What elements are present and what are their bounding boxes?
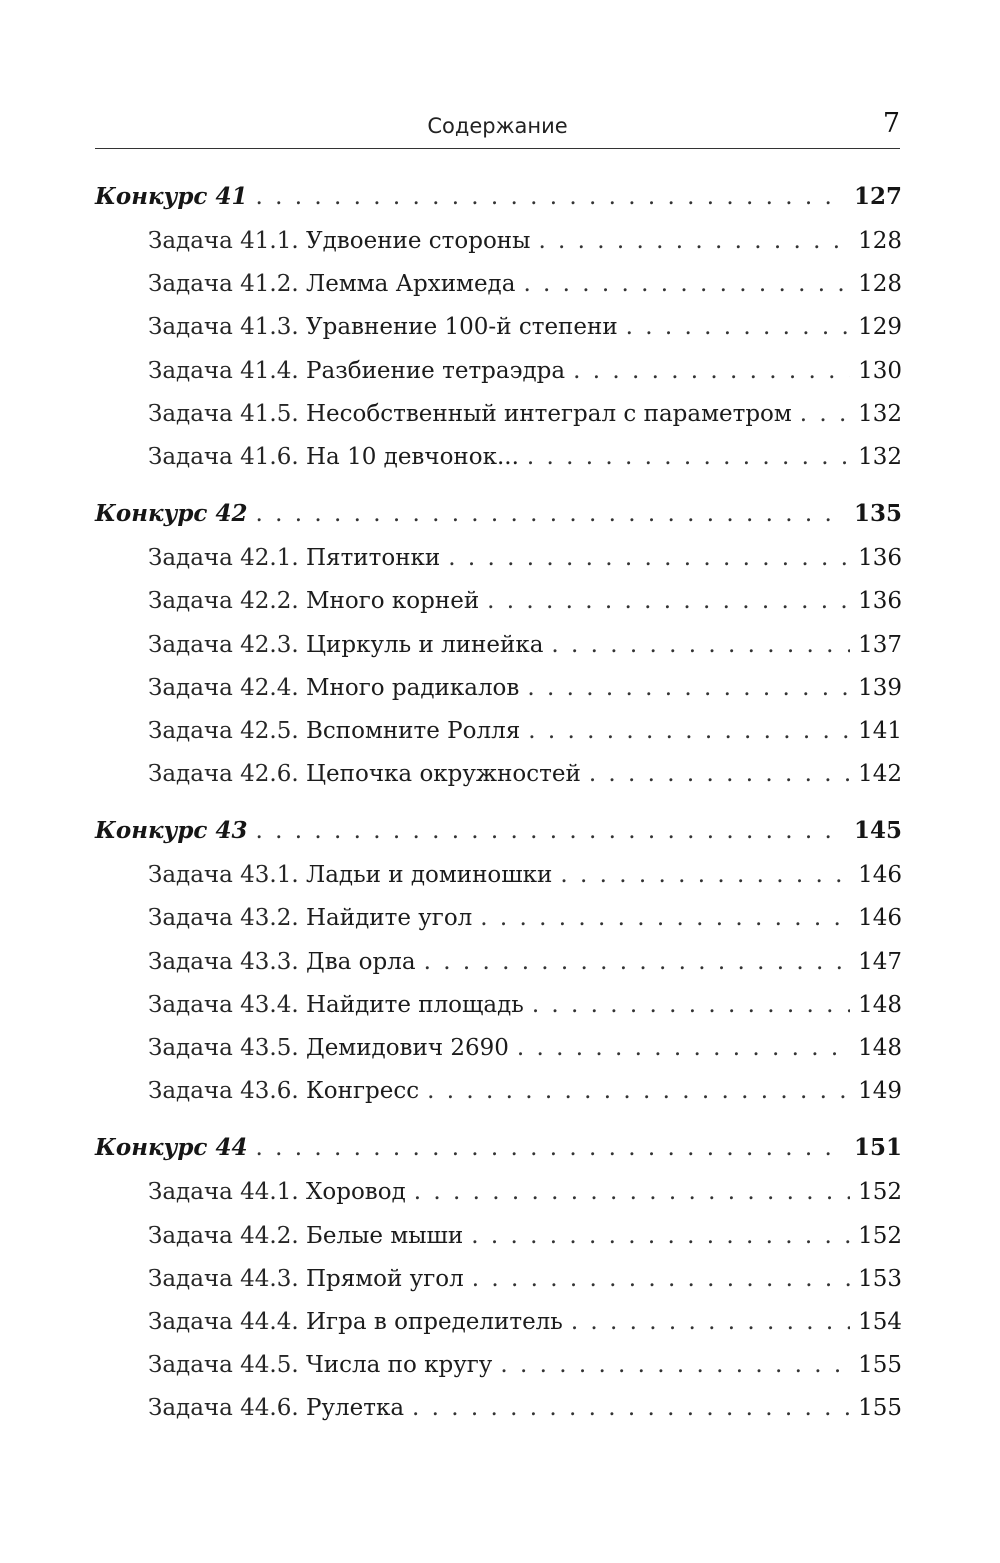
problem-entry[interactable]	[95, 1027, 902, 1070]
contest-title: Конкурс 43	[95, 817, 248, 845]
contest-title: Конкурс 41	[95, 183, 248, 210]
problem-number: Задача 42.3.	[148, 631, 299, 658]
problem-entry[interactable]	[95, 436, 902, 479]
contest-section	[95, 808, 902, 1113]
dot-leader	[560, 854, 850, 897]
problem-title: Много корней	[306, 588, 480, 615]
problem-title: Ладьи и доминошки	[306, 862, 553, 889]
problem-title: Демидович 2690	[306, 1035, 509, 1061]
contest-entry[interactable]	[95, 491, 902, 537]
dot-leader	[527, 667, 850, 710]
dot-leader	[412, 1387, 850, 1430]
problem-number: Задача 42.4.	[148, 674, 299, 701]
problem-number: Задача 42.5.	[148, 717, 299, 744]
problem-title: Несобственный интеграл с параметром	[306, 400, 792, 427]
contest-entry[interactable]	[95, 808, 902, 854]
problem-title: Игра в определитель	[306, 1308, 563, 1335]
problem-entry[interactable]	[95, 393, 902, 436]
problem-entry[interactable]	[95, 350, 902, 393]
problem-entry[interactable]	[95, 1171, 902, 1214]
problem-entry[interactable]	[95, 897, 902, 940]
problem-title: Вспомните Ролля	[306, 717, 521, 744]
problem-number: Задача 44.2.	[148, 1222, 299, 1249]
problem-title: Конгресс	[306, 1078, 420, 1105]
problem-entry[interactable]	[95, 1070, 902, 1113]
problem-entry[interactable]	[95, 984, 902, 1027]
problem-number: Задача 41.5.	[148, 400, 299, 427]
problem-title: Много радикалов	[306, 674, 520, 701]
problem-title: Разбиение тетраэдра	[306, 357, 566, 384]
page-number: 7	[882, 108, 900, 139]
problem-page: 152	[858, 1179, 902, 1206]
problem-page: 154	[858, 1308, 902, 1335]
problem-entry[interactable]	[95, 306, 902, 349]
dot-leader	[800, 393, 850, 436]
problem-number: Задача 41.4.	[148, 357, 299, 384]
problem-title: Лемма Архимеда	[306, 271, 516, 298]
problem-page: 155	[858, 1395, 902, 1422]
dot-leader	[626, 306, 850, 349]
problem-title: Найдите угол	[306, 905, 473, 932]
problem-entry[interactable]	[95, 710, 902, 753]
dot-leader	[427, 1070, 850, 1113]
problem-page: 148	[858, 991, 902, 1018]
problem-page: 152	[858, 1222, 902, 1249]
dot-leader	[523, 263, 850, 306]
dot-leader	[573, 350, 850, 393]
problem-entry[interactable]	[95, 753, 902, 796]
problem-number: Задача 43.6.	[148, 1078, 299, 1105]
problem-page: 128	[858, 228, 902, 254]
problem-title: Найдите площадь	[306, 991, 524, 1018]
dot-leader	[532, 984, 850, 1027]
running-head	[95, 104, 900, 149]
contest-title: Конкурс 44	[95, 1134, 248, 1162]
dot-leader	[480, 897, 850, 940]
dot-leader	[517, 1027, 850, 1070]
problem-entry[interactable]	[95, 1215, 902, 1258]
problem-number: Задача 42.2.	[148, 588, 299, 615]
problem-page: 146	[858, 862, 902, 889]
problem-entry[interactable]	[95, 263, 902, 306]
problem-title: Удвоение стороны	[306, 228, 531, 254]
problem-page: 132	[858, 443, 902, 470]
problem-entry[interactable]	[95, 941, 902, 984]
problem-entry[interactable]	[95, 1301, 902, 1344]
dot-leader	[448, 537, 850, 580]
problem-number: Задача 43.1.	[148, 862, 299, 889]
problem-page: 149	[858, 1078, 902, 1105]
problem-title: Циркуль и линейка	[306, 631, 544, 658]
problem-page: 153	[858, 1265, 902, 1292]
dot-leader	[255, 174, 846, 220]
problem-title: Прямой угол	[306, 1265, 464, 1292]
problem-title: Числа по кругу	[306, 1352, 493, 1379]
table-of-contents	[95, 174, 902, 1443]
problem-entry[interactable]	[95, 580, 902, 623]
dot-leader	[527, 436, 850, 479]
dot-leader	[551, 624, 850, 667]
problem-page: 146	[858, 905, 902, 932]
problem-number: Задача 43.3.	[148, 948, 299, 975]
dot-leader	[414, 1171, 850, 1214]
contest-entry[interactable]	[95, 174, 902, 220]
problem-entry[interactable]	[95, 667, 902, 710]
problem-page: 147	[858, 948, 902, 975]
problem-page: 132	[858, 400, 902, 427]
problem-title: Два орла	[306, 948, 416, 975]
problem-page: 137	[858, 631, 902, 658]
problem-number: Задача 41.1.	[148, 228, 299, 254]
dot-leader	[255, 491, 846, 537]
dot-leader	[255, 1125, 846, 1171]
dot-leader	[471, 1215, 850, 1258]
dot-leader	[500, 1344, 850, 1387]
problem-title: Белые мыши	[306, 1222, 464, 1249]
problem-page: 136	[858, 588, 902, 615]
dot-leader	[589, 753, 850, 796]
problem-number: Задача 44.6.	[148, 1395, 299, 1422]
contest-page: 127	[853, 183, 902, 210]
problem-number: Задача 41.2.	[148, 271, 299, 298]
problem-page: 139	[858, 674, 902, 701]
problem-entry[interactable]	[95, 537, 902, 580]
problem-number: Задача 42.1.	[148, 545, 299, 572]
contest-section	[95, 174, 902, 479]
contest-entry[interactable]	[95, 1125, 902, 1171]
problem-number: Задача 44.4.	[148, 1308, 299, 1335]
problem-entry[interactable]	[95, 1258, 902, 1301]
problem-entry[interactable]	[95, 854, 902, 897]
problem-page: 148	[858, 1035, 902, 1061]
problem-number: Задача 44.5.	[148, 1352, 299, 1379]
dot-leader	[472, 1258, 850, 1301]
problem-number: Задача 43.2.	[148, 905, 299, 932]
problem-title: Хоровод	[306, 1179, 406, 1206]
contest-section	[95, 1125, 902, 1430]
contest-title: Конкурс 42	[95, 500, 248, 528]
dot-leader	[424, 941, 851, 984]
problem-page: 155	[858, 1352, 902, 1379]
problem-number: Задача 44.3.	[148, 1265, 299, 1292]
dot-leader	[571, 1301, 850, 1344]
problem-number: Задача 43.5.	[148, 1035, 299, 1061]
problem-title: На 10 девчонок...	[306, 443, 519, 470]
contest-page: 145	[853, 817, 902, 845]
problem-page: 128	[858, 271, 902, 298]
problem-title: Рулетка	[306, 1395, 405, 1422]
contest-page: 135	[853, 500, 902, 528]
problem-page: 141	[858, 717, 902, 744]
problem-page: 136	[858, 545, 902, 572]
running-head-title: Содержание	[427, 114, 568, 138]
dot-leader	[487, 580, 850, 623]
problem-page: 130	[858, 357, 902, 384]
problem-entry[interactable]	[95, 624, 902, 667]
problem-page: 129	[858, 314, 902, 341]
dot-leader	[538, 220, 850, 263]
problem-number: Задача 43.4.	[148, 991, 299, 1018]
problem-number: Задача 44.1.	[148, 1179, 299, 1206]
dot-leader	[528, 710, 850, 753]
problem-title: Цепочка окружностей	[306, 761, 581, 788]
problem-number: Задача 41.3.	[148, 314, 299, 341]
problem-entry[interactable]	[95, 220, 902, 263]
contest-page: 151	[853, 1134, 902, 1162]
problem-title: Пятитонки	[306, 545, 441, 572]
problem-entry[interactable]	[95, 1387, 902, 1430]
problem-number: Задача 41.6.	[148, 443, 299, 470]
dot-leader	[255, 808, 846, 854]
problem-number: Задача 42.6.	[148, 761, 299, 788]
problem-page: 142	[858, 761, 902, 788]
problem-title: Уравнение 100-й степени	[306, 314, 618, 341]
contest-section	[95, 491, 902, 796]
problem-entry[interactable]	[95, 1344, 902, 1387]
